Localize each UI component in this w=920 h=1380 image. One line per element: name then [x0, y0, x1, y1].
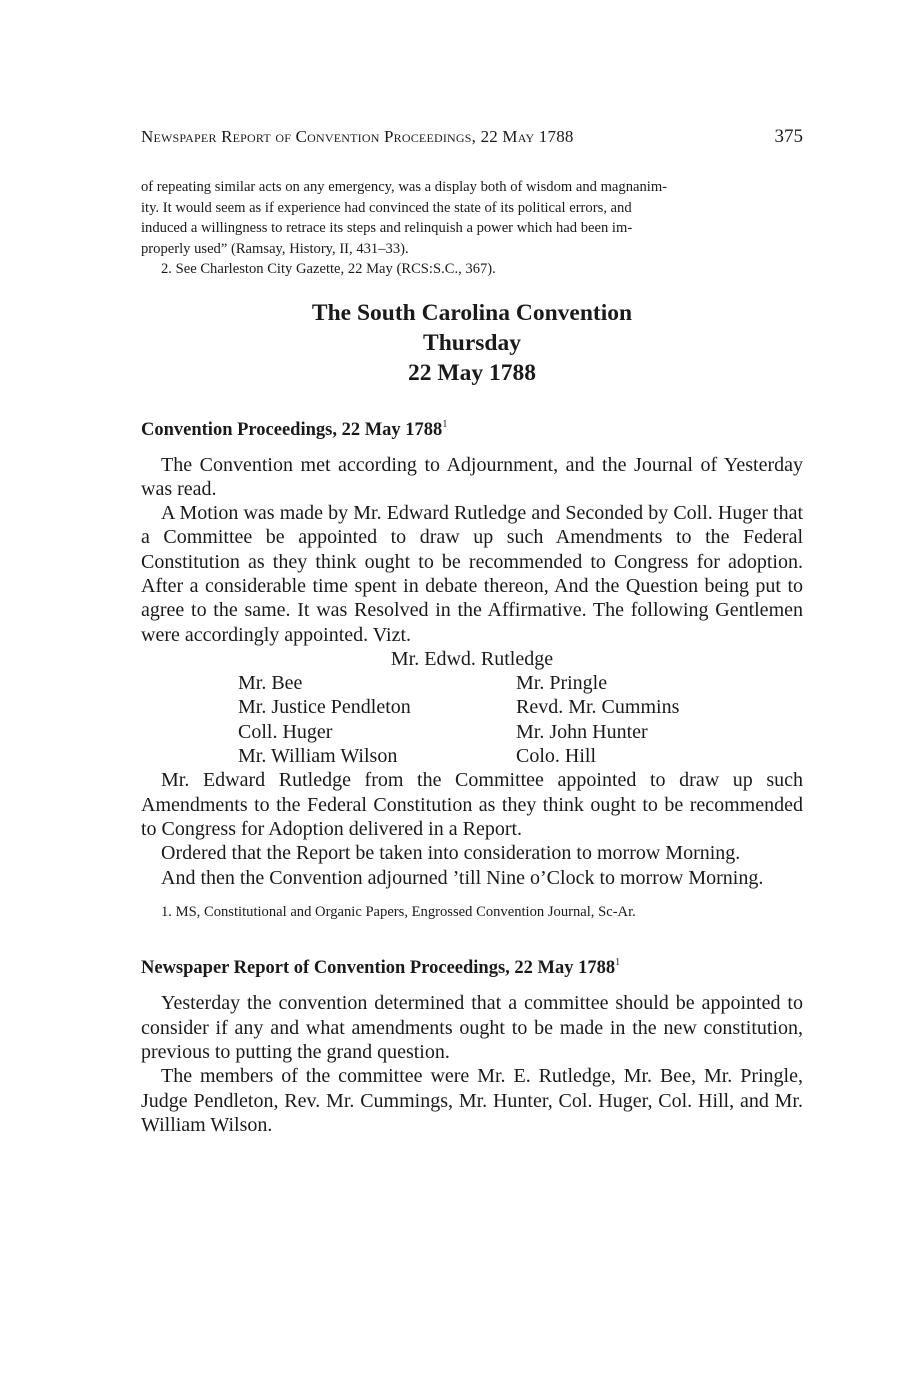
committee-member: Mr. John Hunter — [516, 720, 648, 743]
section1-footnote: 1. MS, Constitutional and Organic Papers, Engrossed Convention Journal, Sc-Ar. — [161, 903, 636, 920]
heading-note-ref: 1 — [615, 957, 621, 969]
running-head: Newspaper Report of Convention Proceedings, 22 May 1788 — [141, 127, 574, 146]
paragraph: A Motion was made by Mr. Edward Rutledge and Seconded by Coll. Huger that a Committee be appointed to draw up such Amendments to the Federal Constitution as they think ought to be recommended to Congress for adoption. After a considerable time spent in debate thereon, And the Question being put to agree to the same. It was Resolved in the Affirmative. The following Gentlemen were accordingly appointed. Vizt. — [141, 502, 803, 646]
committee-member: Mr. Justice Pendleton — [238, 696, 411, 719]
carryover-footnote — [141, 177, 803, 280]
heading-note-ref: 1 — [442, 418, 448, 430]
committee-chair: Mr. Edwd. Rutledge — [390, 647, 554, 670]
committee-list — [238, 671, 803, 768]
newspaper-report-body — [141, 991, 803, 1137]
title-line-1: The South Carolina Convention — [311, 299, 633, 326]
committee-member: Mr. William Wilson — [238, 745, 398, 768]
paragraph: Mr. Edward Rutledge from the Committee appointed to draw up such Amendments to the Federal Constitution as they think ought to be recommended to Congress for Adoption delivered in a Report. — [141, 769, 803, 840]
committee-member: Coll. Huger — [238, 720, 333, 743]
document-page — [141, 126, 803, 1137]
committee-member: Colo. Hill — [516, 745, 597, 768]
committee-member: Revd. Mr. Cummins — [516, 696, 680, 719]
paragraph: The Convention met according to Adjournment, and the Journal of Yesterday was read. — [141, 453, 803, 500]
heading-text: Newspaper Report of Convention Proceedings, 22 May 1788 — [141, 958, 616, 979]
title-line-3: 22 May 1788 — [408, 359, 536, 386]
page-number: 375 — [774, 126, 803, 147]
paragraph: The members of the committee were Mr. E. Rutledge, Mr. Bee, Mr. Pringle, Judge Pendleton, Rev. Mr. Cummings, Mr. Hunter, Col. Huger, Col. Hill, and Mr. William Wilson. — [141, 1065, 803, 1136]
newspaper-report-heading — [141, 950, 803, 981]
proceedings-heading — [141, 412, 803, 443]
heading-text: Convention Proceedings, 22 May 1788 — [141, 419, 443, 440]
section-title — [141, 298, 803, 388]
footnote-line: of repeating similar acts on any emergency, was a display both of wisdom and magnanim- — [141, 179, 668, 195]
paragraph: Yesterday the convention determined that a committee should be appointed to consider if any and what amendments ought to be made in the new constitution, previous to putting the grand question. — [141, 992, 803, 1063]
page-header — [141, 126, 803, 156]
footnote-line: properly used” (Ramsay, History, II, 431–33). — [141, 240, 409, 257]
proceedings-body — [141, 453, 803, 890]
footnote-line: ity. It would seem as if experience had convinced the state of its political errors, and — [141, 199, 632, 216]
footnote-line: induced a willingness to retrace its steps and relinquish a power which had been im- — [141, 220, 633, 236]
committee-member: Mr. Bee — [238, 672, 303, 695]
committee-member: Mr. Pringle — [516, 672, 608, 695]
paragraph: Ordered that the Report be taken into consideration to morrow Morning. — [161, 842, 741, 865]
paragraph: And then the Convention adjourned ’till Nine o’Clock to morrow Morning. — [161, 866, 764, 889]
title-line-2: Thursday — [423, 329, 521, 356]
footnote-2: 2. See Charleston City Gazette, 22 May (RCS:S.C., 367). — [161, 261, 496, 277]
